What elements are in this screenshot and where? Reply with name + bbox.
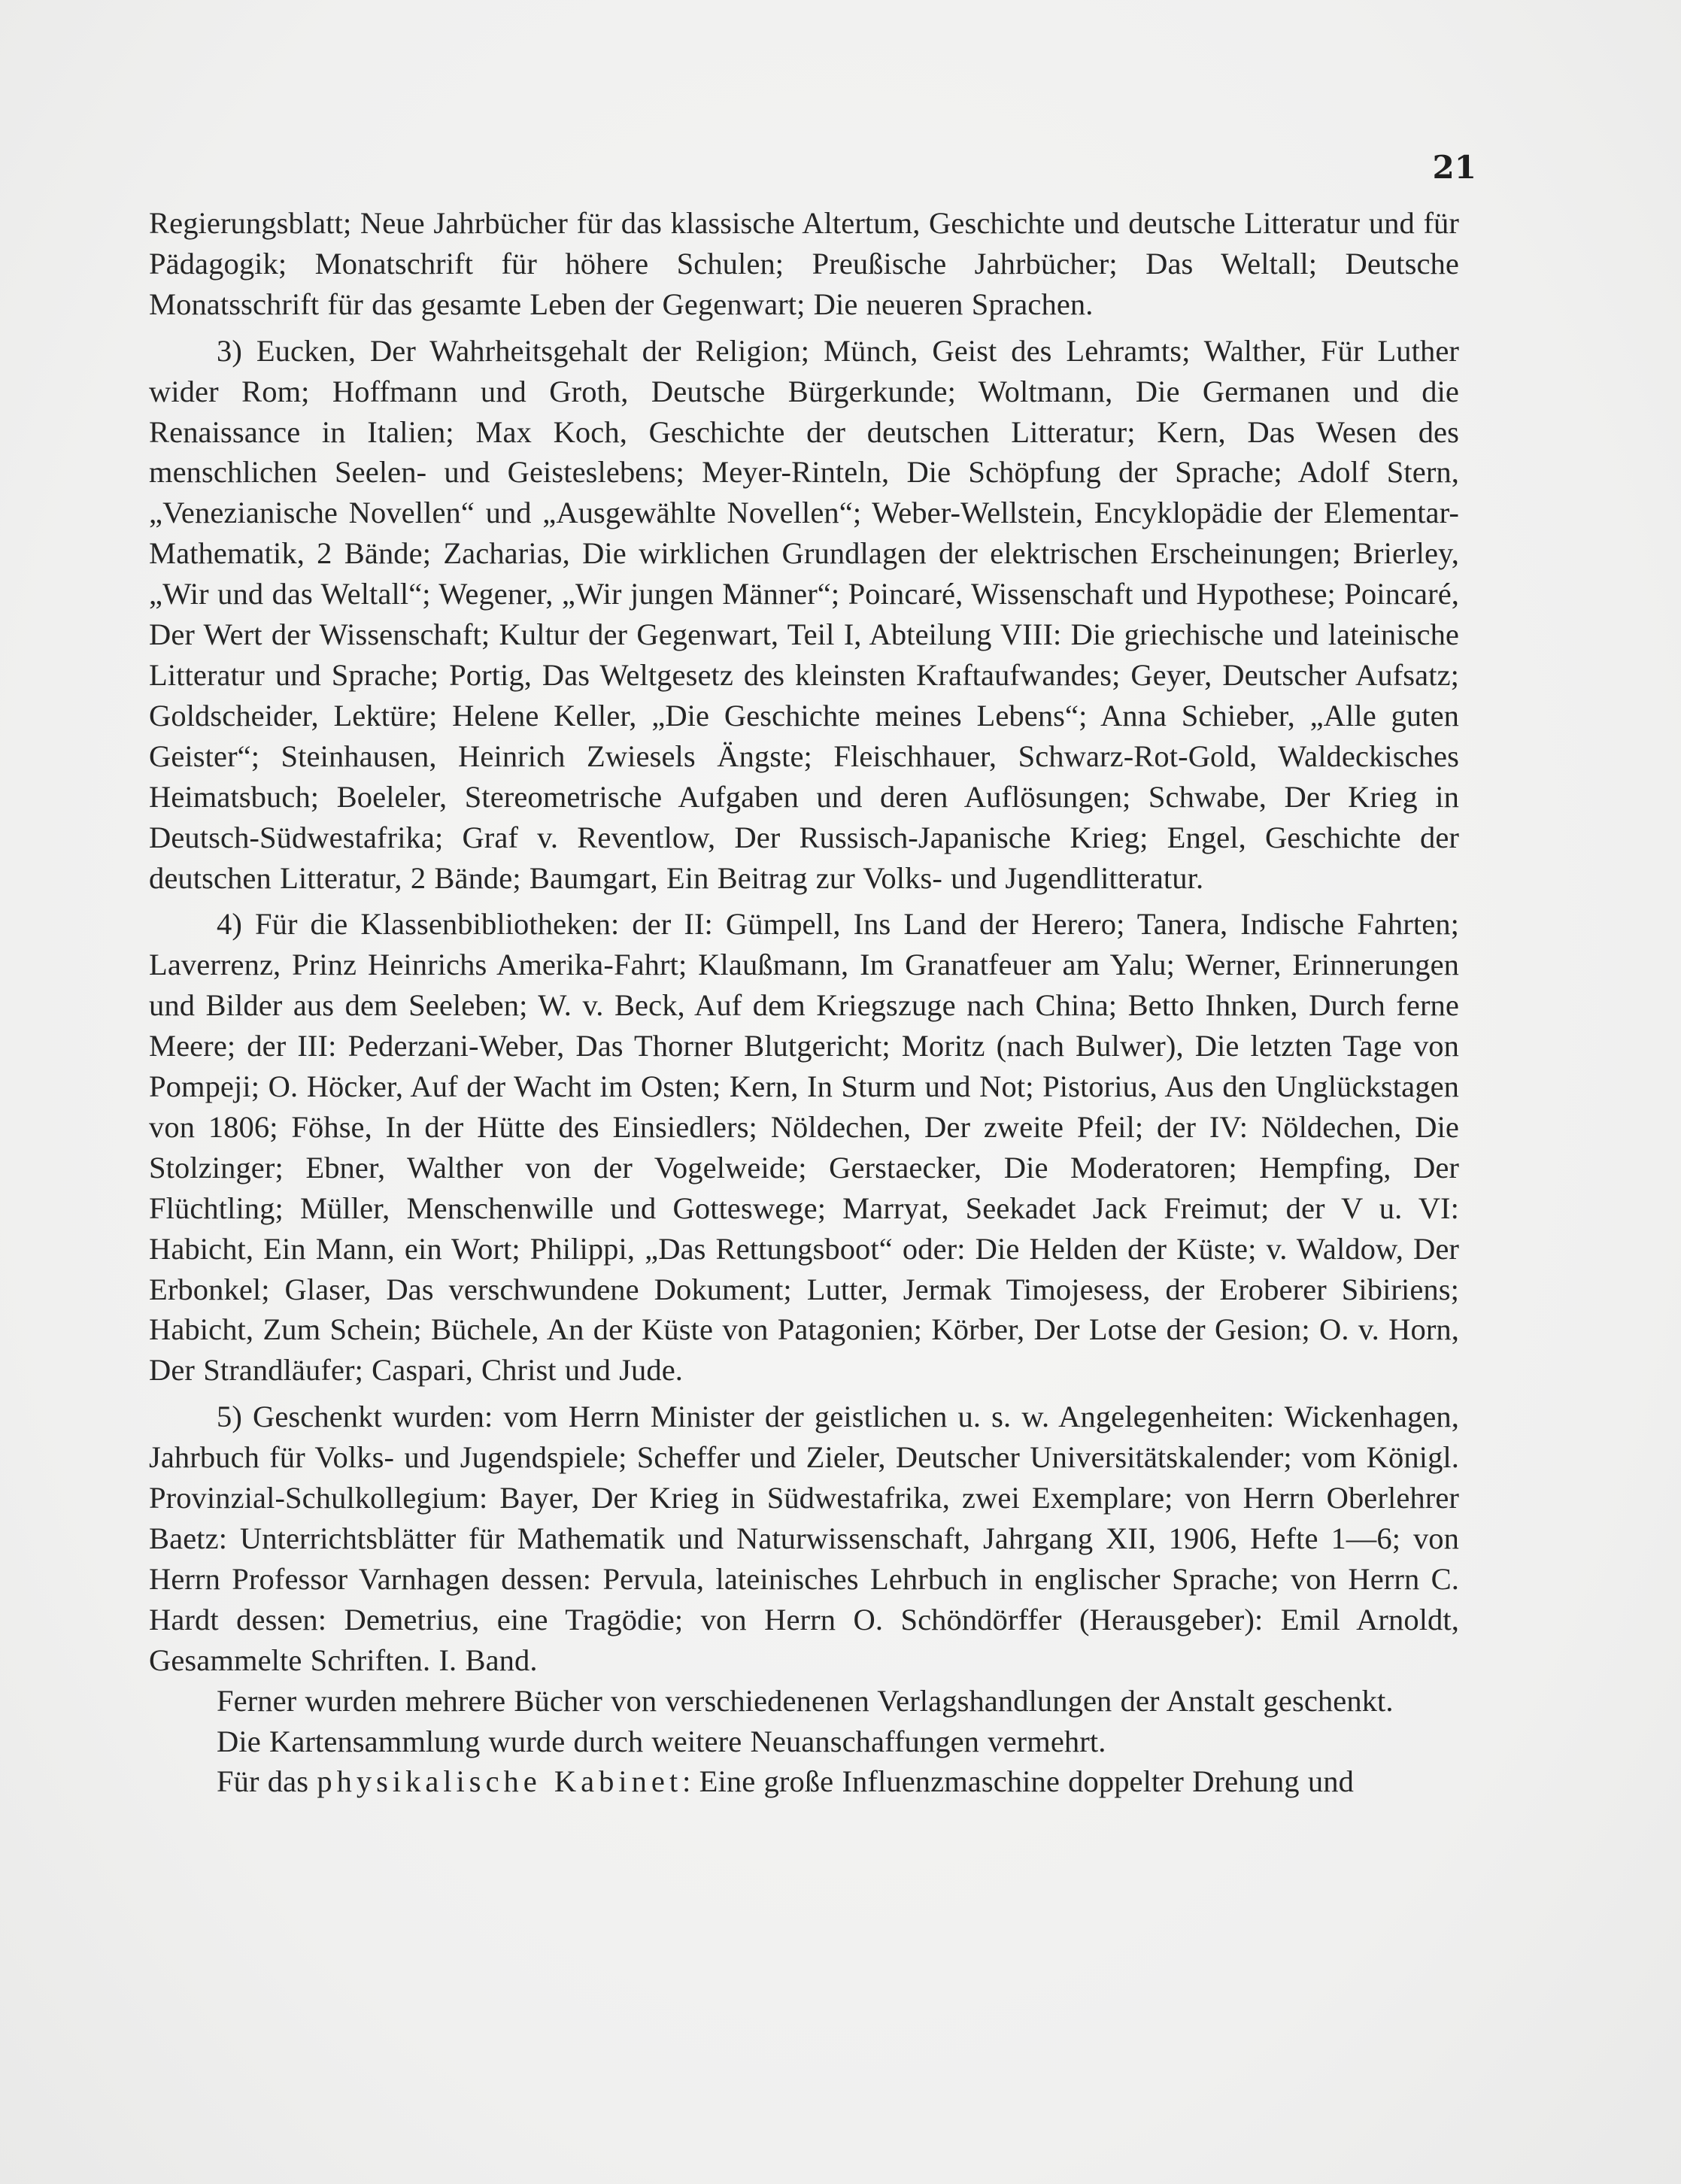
paragraph-5-donations: 5) Geschenkt wurden: vom Herrn Minister der geistlichen u. s. w. Angelegenheiten: Wickenhagen, Jahrbuch für Volks- und Jugendspiele; Scheffer und Zieler, Deutscher Universitätskalender; vom Königl. Provinzial-Schulkollegium: Bayer, Der Krieg in Südwestafrika, zwei Exemplare; von Herrn Oberlehrer Baetz: Unterrichtsblätter für Mathematik und Naturwissenschaft, Jahrgang XII, 1906, Hefte 1—6; von Herrn Professor Varnhagen dessen: Pervula, lateinisches Lehrbuch in englischer Sprache; von Herrn C. Hardt dessen: Demetrius, eine Tragödie; von Herrn O. Schöndörffer (Herausgeber): Emil Arnoldt, Gesammelte Schriften. I. Band. [149, 1400, 1459, 1677]
page-number: 21 [1432, 149, 1476, 186]
physics-suffix: : Eine große Influenzmaschine doppelter Drehung und [682, 1764, 1354, 1799]
physics-spaced-term: physikalische Kabinet [317, 1764, 683, 1799]
body-text [149, 203, 1459, 1802]
paragraph-further-books: Ferner wurden mehrere Bücher von verschiedenenen Verlagshandlungen der Anstalt geschenkt. [217, 1683, 1394, 1718]
paragraph-map-collection: Die Kartensammlung wurde durch weitere Neuanschaffungen vermehrt. [217, 1724, 1106, 1758]
paragraph-3-books: 3) Eucken, Der Wahrheitsgehalt der Religion; Münch, Geist des Lehramts; Walther, Für Luther wider Rom; Hoffmann und Groth, Deutsche Bürgerkunde; Woltmann, Die Germanen und die Renaissance in Italien; Max Koch, Geschichte der deutschen Litteratur; Kern, Das Wesen des menschlichen Seelen- und Geisteslebens; Meyer-Rinteln, Die Schöpfung der Sprache; Adolf Stern, „Venezianische Novellen“ und „Ausgewählte Novellen“; Weber-Wellstein, Encyklopädie der Elementar-Mathematik, 2 Bände; Zacharias, Die wirklichen Grundlagen der elektrischen Erscheinungen; Brierley, „Wir und das Weltall“; Wegener, „Wir jungen Männer“; Poincaré, Wissenschaft und Hypothese; Poincaré, Der Wert der Wissenschaft; Kultur der Gegenwart, Teil I, Abteilung VIII: Die griechische und lateinische Litteratur und Sprache; Portig, Das Weltgesetz des kleinsten Kraftaufwandes; Geyer, Deutscher Aufsatz; Goldscheider, Lektüre; Helene Keller, „Die Geschichte meines Lebens“; Anna Schieber, „Alle guten Geister“; Steinhausen, Heinrich Zwiesels Ängste; Fleischhauer, Schwarz-Rot-Gold, Waldeckisches Heimatsbuch; Boeleler, Stereometrische Aufgaben und deren Auflösungen; Schwabe, Der Krieg in Deutsch-Südwestafrika; Graf v. Reventlow, Der Russisch-Japanische Krieg; Engel, Geschichte der deutschen Litteratur, 2 Bände; Baumgart, Ein Beitrag zur Volks- und Jugendlitteratur. [149, 333, 1459, 895]
paragraph-physics-cabinet [149, 1761, 1459, 1802]
paragraph-periodicals: Regierungsblatt; Neue Jahrbücher für das klassische Altertum, Geschichte und deutsche Litteratur und für Pädagogik; Monatschrift für höhere Schulen; Preußische Jahrbücher; Das Weltall; Deutsche Monatsschrift für das gesamte Leben der Gegenwart; Die neueren Sprachen. [149, 206, 1459, 321]
physics-prefix: Für das [217, 1764, 317, 1799]
paragraph-4-class-libraries: 4) Für die Klassenbibliotheken: der II: Gümpell, Ins Land der Herero; Tanera, Indische Fahrten; Laverrenz, Prinz Heinrichs Amerika-Fahrt; Klaußmann, Im Granatfeuer am Yalu; Werner, Erinnerungen und Bilder aus dem Seeleben; W. v. Beck, Auf dem Kriegszuge nach China; Betto Ihnken, Durch ferne Meere; der III: Pederzani-Weber, Das Thorner Blutgericht; Moritz (nach Bulwer), Die letzten Tage von Pompeji; O. Höcker, Auf der Wacht im Osten; Kern, In Sturm und Not; Pistorius, Aus den Unglückstagen von 1806; Föhse, In der Hütte des Einsiedlers; Nöldechen, Der zweite Pfeil; der IV: Nöldechen, Die Stolzinger; Ebner, Walther von der Vogelweide; Gerstaecker, Die Moderatoren; Hempfing, Der Flüchtling; Müller, Menschenwille und Gotteswege; Marryat, Seekadet Jack Freimut; der V u. VI: Habicht, Ein Mann, ein Wort; Philippi, „Das Rettungsboot“ oder: Die Helden der Küste; v. Waldow, Der Erbonkel; Glaser, Das verschwundene Dokument; Lutter, Jermak Timojesess, der Eroberer Sibiriens; Habicht, Zum Schein; Büchele, An der Küste von Patagonien; Körber, Der Lotse der Gesion; O. v. Horn, Der Strandläufer; Caspari, Christ und Jude. [149, 907, 1459, 1388]
